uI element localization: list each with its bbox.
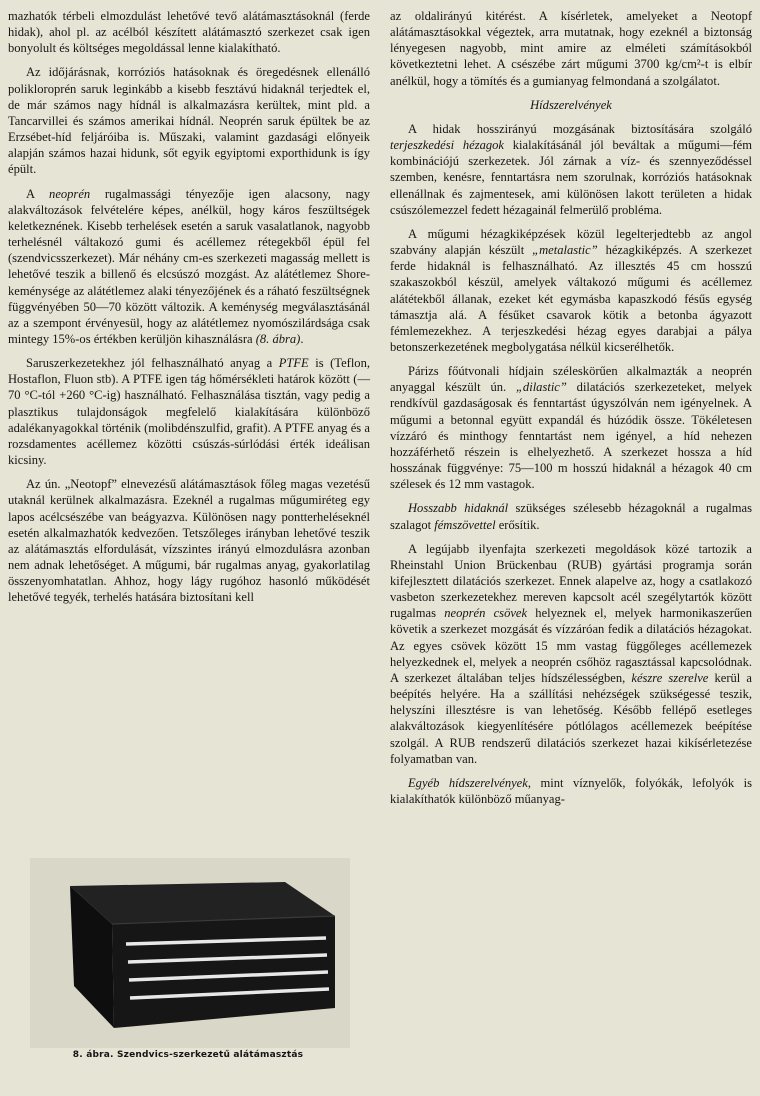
emphasis: Egyéb hídszerelvények [408,775,528,790]
paragraph-longer-bridges: Hosszabb hidaknál szükséges szélesebb hézagoknál a rugalmas szalagot fémszövettel erősítik. [390,501,752,532]
paragraph-neopren: A neoprén rugalmassági tényezője igen alacsony, nagy alakváltozások felvételére képes, anélkül, hogy káros feszültségek keletkeznének. Kisebb terhelések esetén a saruk vasalatlanok, nagyobb terhelésnél váltakozó gumi és acéllemez rétegekből épül fel (szendvicsszerkezet). Már néhány cm-es szerkezeti magasság mellett is lehetővé teszik a billenő és elcsúszó mozgást. Az alátétlemez Shore-keménysége az alátétlemez alaki tényezőjének és a ráható feszültségnek függvényében 50—70 között változik. A keménység megválasztásánál az a szempont érvényesül, hogy az alátétlemez nyomószilárdsága csak mintegy 15%-os értékben kerüljön kihasználásra (8. ábra). [8,186,370,346]
paragraph-metalastic: A műgumi hézagkiképzések közül legelterjedtebb az angol szabvány alapján készült „metalastic” hézagkiképzés. A szerkezet ferde hidaknál is felhasználható. Az illesztés 45 cm hosszú szakaszokból készül, amelyek váltakozó műgumi és acéllemez alátétekből állanak, ezeket két egymásba kapaszkodó fésűs egység támasztja alá. A fésűket csavarok kötik a betonba ágyazott fémlemezekhez. A terjeszkedési hézag egyes darabjai a pálya betonszerkezetének megbolygatása nélkül kicserélhetők. [390,226,752,354]
figure-reference: (8. ábra) [255,331,301,346]
emphasis: PTFE [278,356,309,371]
emphasis: neoprén csövek [444,606,528,621]
left-column [8,8,370,605]
paragraph: Az időjárásnak, korróziós hatásoknak és öregedésnek ellenálló polikloroprén saruk leginkább a kisebb fesztávú hidaknál terjedtek el, de már számos nagy hídnál is alkalmazásra kerültek, mint pld. a Tancarvillei és számos amerikai hídnál. Neoprén saruk épültek be az Erzsébet-híd feljáróiba is. Műszaki, valamint gazdasági előnyeik alapján számos hazai hidunk, sőt egyik egyiptomi exporthidunk is így épült. [8,65,370,177]
paragraph: mazhatók térbeli elmozdulást lehetővé tevő alátámasztásoknál (ferde hidak), ahol pl. az acélból készített alátámasztó szerkezet csak igen bonyolult és költséges megoldással lenne kialakítható. [8,9,370,56]
emphasis: terjeszkedési hézagok [390,138,504,153]
emphasis: készre szerelve [631,670,709,685]
figure-caption: 8. ábra. Szendvics-szerkezetű alátámasztás [72,1050,304,1060]
sandwich-bearing-image [30,858,350,1048]
emphasis: „dilastic” [515,380,567,395]
emphasis: „metalastic” [532,243,598,258]
right-column [390,8,752,807]
emphasis: fémszövettel [434,517,496,532]
paragraph-dilastic: Párizs főútvonali hídjain széleskörűen alkalmazták a neoprén anyaggal készült ún. „dilastic” dilatációs szerkezeteket, melyek rendkívül gazdaságosak és fenntartást úgyszólván nem igényelnek. A műgumi a betonnal együtt expandál és húzódik össze. Tökéletesen vízzáró és minthogy fenntartást nem igényel, a híd nehezen hozzáférhető részein is elhelyezhető. A szerkezet hossza a híd hosszának függvénye: 75—100 m hosszú hidaknál a hézagok 40 cm szélesek és 12 mm vastagok. [390,364,753,492]
figure-sandwich-bearing [30,858,350,1048]
paragraph-ptfe: Saruszerkezetekhez jól felhasználható anyag a PTFE is (Teflon, Hostaflon, Fluon stb). A PTFE igen tág hőmérsékleti határok között (—70 °C-tól +260 °C-ig) használható. Felhasználása tisztán, vagy pedig a plasztikus tulajdonságok megfelelő kialakítására különböző adalékanyagokkal történik (molibdénszulfid, grafit). A PTFE anyag és a rozsdamentes acéllemez közötti csúszás-súrlódási érték ideálisan kicsiny. [8,356,370,468]
paragraph-other-fittings: Egyéb hídszerelvények, mint víznyelők, folyókák, lefolyók is kialakíthatók különböző műanyag- [390,775,752,807]
paragraph-expansion-joints: A hidak hosszirányú mozgásának biztosítására szolgáló terjeszkedési hézagok kialakításánál jól beváltak a műgumi—fém kombinációjú szerkezetek. Jól zárnak a víz- és szennyeződéssel szemben, kenésre, fenntartásra nem szorulnak, korróziós hatásoknak ellenállnak és zajmentesek, ami különösen lakott területen a hidak csúszólemezzel fedett hézagainál felmerülő probléma. [390,121,753,217]
emphasis: neoprén [49,186,91,201]
section-heading: Hídszerelvények [530,97,612,112]
paragraph-neotopf: Az ún. „Neotopf” elnevezésű alátámasztások főleg magas vezetésű utaknál kerülnek alkalmazásra. Ezeknél a rugalmas műgumiréteg egy lapos acélcsészébe van beágyazva. Különösen nagy pontterheléseknél esetén alkalmazhatók kedvezően. Tetszőleges irányban lehetővé teszik az alátámasztás elfordulását, vízszintes irányú elmozdulásra azonban nem adnak lehetőséget. A műgumi, bár rugalmas anyag, gyakorlatilag összenyomhatatlan. Ahhoz, hogy lágy rugóhoz hasonló működését lehetővé tegyék, terhelés hatására biztosítani kell [8,477,370,605]
paragraph-rub: A legújabb ilyenfajta szerkezeti megoldások közé tartozik a Rheinstahl Union Brückenbau (RUB) gyártási programja során kifejlesztett dilatációs szerkezet. Ennek alapelve az, hogy a csatlakozó vasbeton szerkezetekhez mereven kapcsolt acél szegélytartók között rugalmas neoprén csövek helyeznek el, melyek harmonikaszerűen követik a szerkezet mozgását és vízzáróan fedik a dilatációs hézagokat. Az egyes csövek között 15 mm vastag függőleges acéllemezek helyezkednek el, melyek a neoprén csőhöz ragasztással kapcsolódnak. A szerkezet általában teljes hídszélességben, készre szerelve kerül a beépítés helyére. Ha a szállítási nehézségek szükségessé teszik, helyszíni illesztésre is van lehetőség. Később fellépő esetleges alakváltozások kiegyenlítésére pótlólagos acéllemezek beépítése szolgál. A RUB rendszerű dilatációs szerkezet hazai kikísérletezése folyamatban van. [390,541,752,766]
emphasis: Hosszabb hidaknál [408,501,509,516]
paragraph: az oldalirányú kitérést. A kísérletek, amelyeket a Neotopf alátámasztásokkal végeztek, arra mutatnak, hogy ezeknél a biztonság lényegesen nagyobb, mint amire az elméleti számításokból következtetni lehet. A csészébe zárt műgumi 3700 kg/cm²-t is elbír anélkül, hogy a tömítés és a gumianyag felmondaná a szolgálatot. [390,9,752,88]
